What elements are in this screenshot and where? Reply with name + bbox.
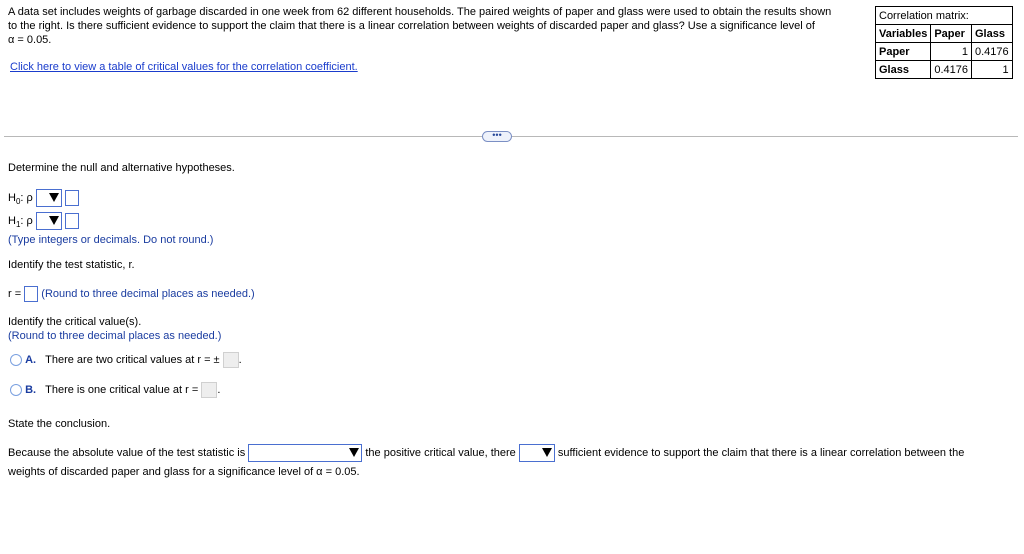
conclusion-line-2: weights of discarded paper and glass for a significance level of α = 0.05. [8,466,360,478]
test-stat-hint: (Round to three decimal places as needed.) [41,288,255,300]
option-b[interactable] [10,382,220,398]
h1-row [8,212,79,233]
correlation-matrix [875,6,1013,79]
option-a-letter: A. [25,354,37,366]
header-variables: Variables [876,25,931,43]
rho-symbol: : ρ [20,214,33,227]
conclusion-part-2: the positive critical value, there [365,447,516,459]
cell-value: 1 [931,43,972,61]
chevron-down-icon [542,448,552,457]
critical-values-link[interactable]: Click here to view a table of critical values for the correlation coefficient. [10,61,358,73]
expand-button[interactable]: ••• [482,131,512,142]
problem-line-1: A data set includes weights of garbage discarded in one week from 62 different households. The paired weights of paper and glass were used to obtain the results shown [8,6,832,18]
option-b-letter: B. [25,384,37,396]
h1-subscript: 1 [15,220,21,230]
critical-hint: (Round to three decimal places as needed.) [8,330,222,342]
rho-symbol: : ρ [20,191,33,204]
option-a-period: . [238,354,242,366]
option-b-radio[interactable] [10,384,22,396]
option-b-value-input[interactable] [201,382,217,398]
chevron-down-icon [49,216,59,225]
option-b-text: There is one critical value at r = [45,384,199,396]
header-paper: Paper [931,25,972,43]
problem-line-2: to the right. Is there sufficient evidence to support the claim that there is a linear correlation between weights of discarded paper and glass? Use a significance level of [8,20,815,32]
conclusion-prompt: State the conclusion. [8,418,111,430]
option-a[interactable] [10,352,242,368]
problem-line-3: α = 0.05. [8,34,52,46]
row-label: Glass [876,61,931,79]
cell-value: 0.4176 [971,43,1012,61]
row-label: Paper [876,43,931,61]
chevron-down-icon [49,193,59,202]
h0-operator-dropdown[interactable] [36,189,62,207]
h0-subscript: 0 [15,197,21,207]
option-a-value-input[interactable] [223,352,239,368]
table-row [876,61,1013,79]
header-glass: Glass [971,25,1012,43]
h0-value-input[interactable] [65,190,79,206]
cell-value: 1 [971,61,1012,79]
comparison-dropdown[interactable] [248,444,362,462]
critical-prompt: Identify the critical value(s). [8,316,142,328]
option-a-radio[interactable] [10,354,22,366]
option-a-text: There are two critical values at r = ± [45,354,220,366]
test-statistic-input[interactable] [24,286,38,302]
hypotheses-hint: (Type integers or decimals. Do not round.) [8,234,214,246]
r-label: r = [8,288,22,300]
chevron-down-icon [349,448,359,457]
conclusion-part-1: Because the absolute value of the test statistic is [8,447,246,459]
test-stat-prompt: Identify the test statistic, r. [8,259,135,271]
hypotheses-prompt: Determine the null and alternative hypotheses. [8,162,235,174]
h1-operator-dropdown[interactable] [36,212,62,230]
h0-label: H [8,191,16,204]
correlation-title: Correlation matrix: [876,7,1013,25]
table-row [876,43,1013,61]
conclusion-part-3: sufficient evidence to support the claim that there is a linear correlation between the [557,447,965,459]
evidence-dropdown[interactable] [519,444,555,462]
conclusion-row [8,444,964,462]
option-b-period: . [217,384,221,396]
h1-label: H [8,214,16,227]
cell-value: 0.4176 [931,61,972,79]
test-stat-row [8,286,255,302]
problem-statement [8,5,868,47]
h1-value-input[interactable] [65,213,79,229]
h0-row [8,189,79,210]
